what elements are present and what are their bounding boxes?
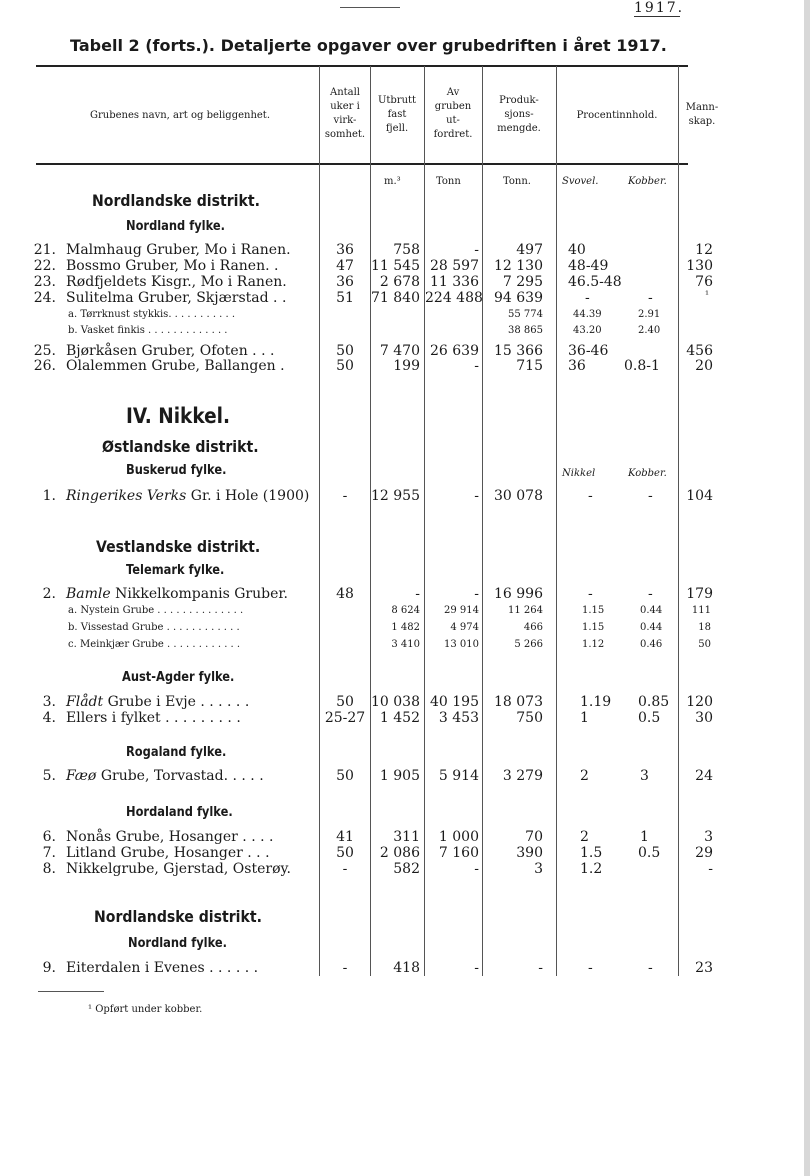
section-county: Nordland fylke. <box>126 219 225 234</box>
unit-copper: Kobber. <box>628 468 667 479</box>
section-county: Rogaland fylke. <box>126 745 227 760</box>
header-broken: Utbrutt fast fjell. <box>377 95 417 134</box>
header-crew: Mann- skap. <box>685 102 719 127</box>
section-district: Nordlandske distrikt. <box>94 907 262 926</box>
section-district: Østlandske distrikt. <box>102 437 259 456</box>
header-production: Produk- sjons- mengde. <box>497 95 541 134</box>
header-weeks: Antall uker i virk- somhet. <box>324 87 366 140</box>
section-county: Telemark fylke. <box>126 563 225 578</box>
unit-driven: Tonn <box>436 176 461 187</box>
section-county: Aust-Agder fylke. <box>122 670 235 685</box>
year-underline <box>634 16 680 17</box>
table-top-rule <box>36 65 688 67</box>
unit-nickel: Nikkel <box>562 468 596 479</box>
section-district: Nordlandske distrikt. <box>92 191 260 210</box>
footnote: ¹ Opført under kobber. <box>88 1004 203 1015</box>
footnote-rule <box>38 991 104 992</box>
section-district: Vestlandske distrikt. <box>96 537 261 556</box>
header-percent: Procentinnhold. <box>576 110 658 121</box>
section-county: Nordland fylke. <box>128 936 227 951</box>
cropped-header-mark <box>340 0 400 8</box>
header-name: Grubenes navn, art og beliggenhet. <box>89 110 271 121</box>
section-county: Hordaland fylke. <box>126 805 233 820</box>
unit-copper: Kobber. <box>628 176 667 187</box>
section-county: Buskerud fylke. <box>126 463 227 478</box>
page-year: 1917. <box>634 0 685 16</box>
col-divider <box>319 66 320 976</box>
unit-production: Tonn. <box>503 176 531 187</box>
table-title: Tabell 2 (forts.). Detaljerte opgaver over grubedriften i året 1917. <box>70 36 667 55</box>
header-bottom-rule <box>36 163 688 165</box>
unit-broken: m.³ <box>384 176 401 187</box>
unit-sulphur: Svovel. <box>562 176 599 187</box>
page-edge <box>804 0 810 1176</box>
header-driven: Av gruben ut- fordret. <box>433 87 473 140</box>
col-divider <box>556 66 557 976</box>
section-nickel: IV. Nikkel. <box>126 404 231 428</box>
